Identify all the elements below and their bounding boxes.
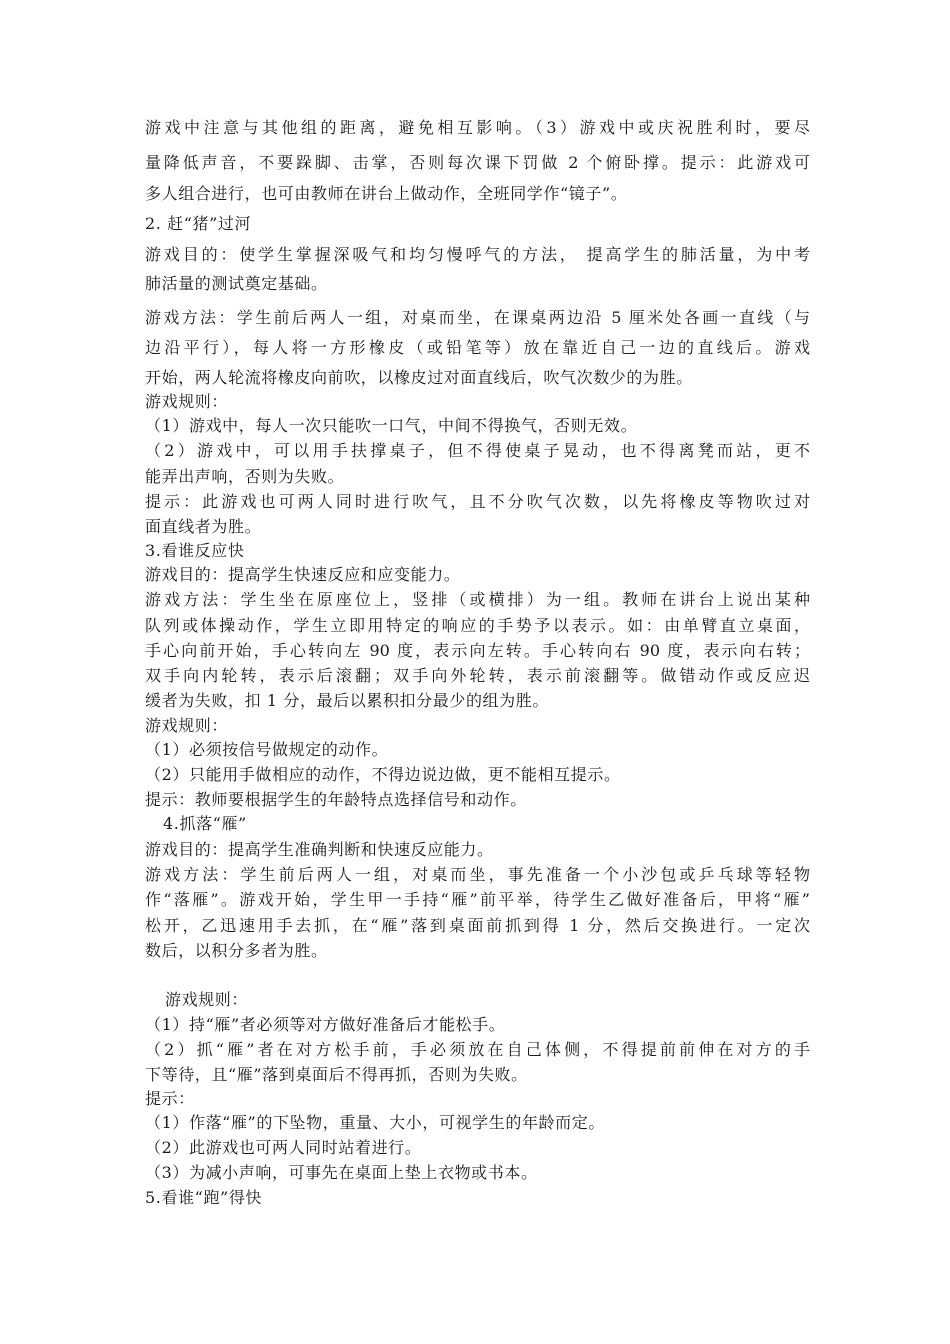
- tip-heading: 提示：: [145, 1089, 195, 1108]
- section-heading: 2. 赶“猪”过河: [145, 214, 252, 233]
- paragraph-line: 游戏中注意与其他组的距离，避免相互影响。（3）游戏中或庆祝胜利时，要尽: [145, 118, 810, 137]
- rule-item: （2）抓“雁”者在对方松手前，手必须放在自己体侧，不得提前前伸在对方的手: [145, 1040, 810, 1059]
- tip-line: 面直线者为胜。: [145, 517, 262, 536]
- paragraph-line: 缓者为失败，扣 1 分，最后以累积扣分最少的组为胜。: [145, 691, 549, 710]
- paragraph-line: 游戏目的：提高学生准确判断和快速反应能力。: [145, 840, 494, 859]
- paragraph-line: 手心向前开始，手心转向左 90 度，表示向左转。手心转向右 90 度，表示向右转；: [145, 641, 810, 660]
- rule-item: （1）持“雁”者必须等对方做好准备后才能松手。: [145, 1015, 506, 1034]
- rule-item: （1）必须按信号做规定的动作。: [145, 740, 389, 759]
- paragraph-line: 肺活量的测试奠定基础。: [145, 274, 328, 293]
- section-heading: 5.看谁“跑”得快: [145, 1188, 263, 1207]
- paragraph-line: 游戏目的：提高学生快速反应和应变能力。: [145, 565, 461, 584]
- paragraph-line: 边沿平行），每人将一方形橡皮（或铅笔等）放在靠近自己一边的直线后。游戏: [145, 338, 810, 357]
- section-heading: 4.抓落“雁”: [163, 814, 247, 833]
- rule-item: （1）游戏中，每人一次只能吹一口气，中间不得换气，否则无效。: [145, 416, 638, 435]
- rule-item: 能弄出声响，否则为失败。: [145, 467, 345, 486]
- tip-item: （3）为减小声响，可事先在桌面上垫上衣物或书本。: [145, 1163, 538, 1182]
- paragraph-line: 量降低声音，不要跺脚、击掌，否则每次课下罚做 2 个俯卧撑。提示：此游戏可: [145, 153, 810, 172]
- rules-heading: 游戏规则：: [145, 392, 229, 411]
- paragraph-line: 游戏方法：学生前后两人一组，对桌而坐，事先准备一个小沙包或乒乓球等轻物: [145, 865, 810, 884]
- rule-item: 下等待，且“雁”落到桌面后不得再抓，否则为失败。: [145, 1065, 528, 1084]
- paragraph-line: 数后，以积分多者为胜。: [145, 941, 328, 960]
- rule-item: （2）游戏中，可以用手扶撑桌子，但不得使桌子晃动，也不得离凳而站，更不: [145, 441, 810, 460]
- rules-heading: 游戏规则：: [165, 990, 249, 1009]
- paragraph-line: 队列或体操动作，学生立即用特定的响应的手势予以表示。如：由单臂直立桌面，: [145, 616, 810, 635]
- tip-item: （1）作落“雁”的下坠物，重量、大小，可视学生的年龄而定。: [145, 1113, 605, 1132]
- paragraph-line: 松开，乙迅速用手去抓，在“雁”落到桌面前抓到得 1 分，然后交换进行。一定次: [145, 916, 810, 935]
- paragraph-line: 开始，两人轮流将橡皮向前吹，以橡皮过对面直线后，吹气次数少的为胜。: [145, 368, 693, 387]
- rule-item: （2）只能用手做相应的动作，不得边说边做，更不能相互提示。: [145, 765, 621, 784]
- tip-item: （2）此游戏也可两人同时站着进行。: [145, 1138, 422, 1157]
- paragraph-line: 双手向内轮转，表示后滚翻；双手向外轮转，表示前滚翻等。做错动作或反应迟: [145, 666, 810, 685]
- paragraph-line: 多人组合进行，也可由教师在讲台上做动作，全班同学作“镜子”。: [145, 184, 628, 203]
- tip-line: 提示：此游戏也可两人同时进行吹气，且不分吹气次数，以先将橡皮等物吹过对: [145, 492, 810, 511]
- paragraph-line: 游戏方法：学生坐在原座位上，竖排（或横排）为一组。教师在讲台上说出某种: [145, 590, 810, 609]
- paragraph-line: 游戏目的：使学生掌握深吸气和均匀慢呼气的方法， 提高学生的肺活量，为中考: [145, 245, 810, 264]
- tip-line: 提示：教师要根据学生的年龄特点选择信号和动作。: [145, 790, 527, 809]
- rules-heading: 游戏规则：: [145, 716, 229, 735]
- section-heading: 3.看谁反应快: [145, 541, 245, 560]
- paragraph-line: 游戏方法：学生前后两人一组，对桌而坐，在课桌两边沿 5 厘米处各画一直线（与: [145, 308, 810, 327]
- paragraph-line: 作“落雁”。游戏开始，学生甲一手持“雁”前平举，待学生乙做好准备后，甲将“雁”: [145, 890, 810, 909]
